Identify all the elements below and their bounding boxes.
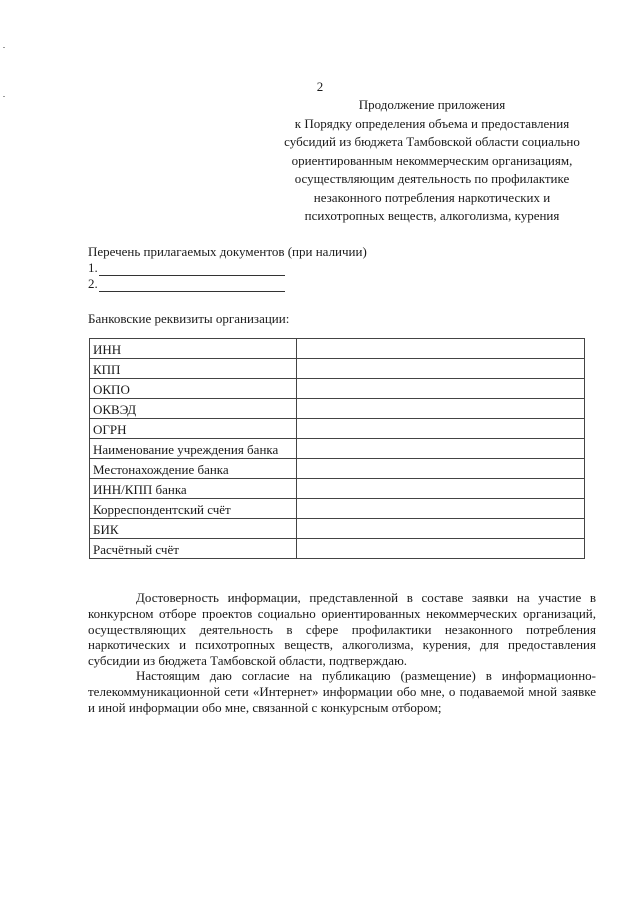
table-row — [90, 339, 585, 359]
bank-field-value[interactable] — [297, 339, 585, 359]
table-row — [90, 499, 585, 519]
header-line: Продолжение приложения — [358, 97, 506, 112]
header-line: ориентированным некоммерческим организациям, — [291, 152, 573, 168]
table-row — [90, 479, 585, 499]
bank-field-value[interactable] — [297, 539, 585, 559]
bank-field-label: КПП — [90, 359, 297, 379]
bank-field-label: ОКВЭД — [90, 399, 297, 419]
bank-field-label: ОГРН — [90, 419, 297, 439]
bank-field-value[interactable] — [297, 519, 585, 539]
documents-title: Перечень прилагаемых документов (при наличии) — [88, 244, 367, 259]
bank-field-label: БИК — [90, 519, 297, 539]
table-row — [90, 459, 585, 479]
header-line: незаконного потребления наркотических и — [313, 189, 551, 205]
header-line: субсидий из бюджета Тамбовской области социально — [284, 134, 580, 149]
bank-details-table — [89, 338, 585, 559]
bank-field-label: Корреспондентский счёт — [90, 499, 297, 519]
document-item-number: 1. — [88, 260, 98, 275]
page-number: 2 — [316, 79, 324, 94]
confirmation-paragraph: Достоверность информации, представленной в составе заявки на участие в конкурсном отборе проектов социально ориентированных некоммерческих организаций, осуществляющих деятельность в сфере профилактики незаконного потребления наркотических и психотропных веществ, алкоголизма, курения, для предоставления субсидии из бюджета Тамбовской области, подтверждаю. — [88, 590, 596, 669]
document-item — [88, 260, 367, 276]
bank-field-label: ОКПО — [90, 379, 297, 399]
document-fill-line[interactable] — [99, 263, 285, 276]
document-item — [88, 276, 367, 292]
bank-field-value[interactable] — [297, 499, 585, 519]
consent-paragraph: Настоящим даю согласие на публикацию (размещение) в информационно-телекоммуникационной сети «Интернет» информации обо мне, о подаваемой мной заявке и иной информации обо мне, связанной с конкурсным отбором; — [88, 668, 596, 715]
table-row — [90, 379, 585, 399]
bank-field-value[interactable] — [297, 359, 585, 379]
table-row — [90, 399, 585, 419]
header-line: к Порядку определения объема и предоставления — [294, 115, 570, 131]
table-row — [90, 539, 585, 559]
bank-field-label: ИНН/КПП банка — [90, 479, 297, 499]
bank-field-value[interactable] — [297, 439, 585, 459]
table-row — [90, 519, 585, 539]
scan-mark — [3, 96, 5, 97]
table-row — [90, 439, 585, 459]
bank-field-label: ИНН — [90, 339, 297, 359]
document-fill-line[interactable] — [99, 279, 285, 292]
table-row — [90, 419, 585, 439]
header-line: осуществляющим деятельность по профилактике — [294, 171, 570, 186]
bank-field-value[interactable] — [297, 459, 585, 479]
header-line: психотропных веществ, алкоголизма, курения — [304, 208, 560, 223]
bank-field-value[interactable] — [297, 379, 585, 399]
bank-field-label: Расчётный счёт — [90, 539, 297, 559]
scan-mark — [3, 47, 5, 48]
bank-field-value[interactable] — [297, 399, 585, 419]
bank-field-value[interactable] — [297, 479, 585, 499]
attached-documents-list — [88, 244, 367, 292]
bank-details-title: Банковские реквизиты организации: — [88, 311, 290, 326]
document-item-number: 2. — [88, 276, 98, 291]
appendix-header — [262, 96, 602, 226]
bank-field-value[interactable] — [297, 419, 585, 439]
table-row — [90, 359, 585, 379]
bank-field-label: Местонахождение банка — [90, 459, 297, 479]
bank-field-label: Наименование учреждения банка — [90, 439, 297, 459]
